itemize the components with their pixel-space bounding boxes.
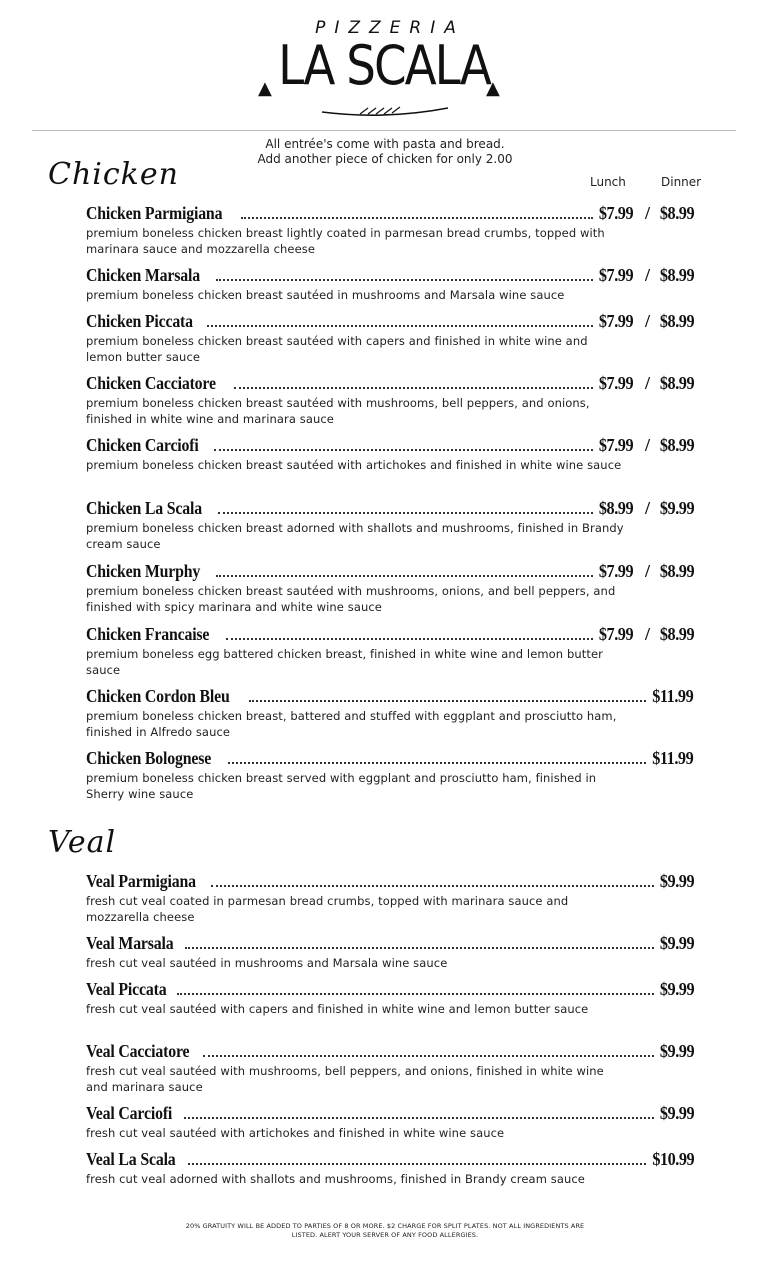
dot-leader	[234, 386, 593, 389]
dot-leader	[226, 637, 593, 640]
dinner-price: $8.99	[659, 561, 695, 581]
dot-leader	[177, 992, 654, 995]
menu-item	[86, 624, 696, 678]
menu-item-description: fresh cut veal sautéed with mushrooms, bell peppers, and onions, finished in white wine and marinara sauce	[86, 1064, 604, 1094]
header-divider	[32, 130, 736, 131]
cherub-icon: ▲	[258, 78, 272, 99]
wheat-flourish-icon	[320, 100, 450, 120]
dinner-price: $8.99	[659, 203, 695, 223]
lunch-price: $7.99	[598, 203, 634, 223]
price-separator: /	[644, 435, 650, 455]
menu-item	[86, 373, 696, 427]
dinner-price: $8.99	[659, 435, 695, 455]
menu-item	[86, 265, 696, 303]
footer-policy	[180, 1222, 590, 1240]
lunch-price: $7.99	[598, 373, 634, 393]
menu-item	[86, 1103, 696, 1141]
menu-item-price: $11.99	[652, 748, 694, 768]
entree-note-line-1: All entrée's come with pasta and bread.	[265, 137, 505, 151]
menu-item-name: Chicken Murphy	[86, 561, 201, 581]
dot-leader	[249, 699, 646, 702]
menu-item-name: Chicken Francaise	[86, 624, 210, 644]
price-separator: /	[644, 561, 650, 581]
column-header-lunch: Lunch	[590, 175, 626, 189]
dot-leader	[214, 448, 593, 451]
menu-item	[86, 435, 696, 473]
menu-item-name: Chicken Piccata	[86, 311, 193, 331]
menu-item-description: premium boneless chicken breast sautéed with mushrooms, bell peppers, and onions, finished in white wine and marinara sauce	[86, 396, 590, 426]
dot-leader	[228, 761, 646, 764]
menu-item	[86, 748, 696, 802]
menu-item-description: fresh cut veal sautéed in mushrooms and Marsala wine sauce	[86, 956, 448, 970]
menu-item-description: premium boneless egg battered chicken breast, finished in white wine and lemon butter sauce	[86, 647, 603, 677]
menu-item-price: $9.99	[659, 871, 695, 891]
menu-item-name: Veal La Scala	[86, 1149, 176, 1169]
footer-line-1: 20% GRATUITY WILL BE ADDED TO PARTIES OF 8 OR MORE. $2 CHARGE FOR SPLIT PLATES. NOT ALL INGREDIENTS ARE	[185, 1222, 585, 1230]
logo-title: LA SCALA	[278, 34, 490, 98]
restaurant-logo	[0, 18, 768, 99]
menu-item-name: Veal Parmigiana	[86, 871, 196, 891]
menu-item-name: Chicken Marsala	[86, 265, 200, 285]
menu-item-description: premium boneless chicken breast served with eggplant and prosciutto ham, finished in Sherry wine sauce	[86, 771, 597, 801]
menu-item	[86, 979, 696, 1017]
menu-item-price: $11.99	[652, 686, 694, 706]
menu-item-description: premium boneless chicken breast sautéed with artichokes and finished in white wine sauce	[86, 458, 622, 472]
price-separator: /	[644, 498, 650, 518]
menu-item	[86, 311, 696, 365]
lunch-price: $7.99	[598, 265, 634, 285]
menu-item-name: Chicken La Scala	[86, 498, 203, 518]
price-separator: /	[644, 373, 650, 393]
menu-item-description: fresh cut veal coated in parmesan bread crumbs, topped with marinara sauce and mozzarella cheese	[86, 894, 569, 924]
menu-item	[86, 561, 696, 615]
dot-leader	[207, 324, 593, 327]
menu-item-description: premium boneless chicken breast sautéed with capers and finished in white wine and lemon butter sauce	[86, 334, 588, 364]
lunch-price: $7.99	[598, 624, 634, 644]
price-separator: /	[644, 311, 650, 331]
dot-leader	[218, 511, 593, 514]
menu-item-name: Chicken Parmigiana	[86, 203, 223, 223]
menu-item	[86, 933, 696, 971]
dinner-price: $8.99	[659, 311, 695, 331]
entree-note-line-2: Add another piece of chicken for only 2.00	[257, 152, 513, 166]
menu-item	[86, 871, 696, 925]
menu-item-name: Veal Piccata	[86, 979, 167, 999]
dinner-price: $8.99	[659, 373, 695, 393]
menu-item-description: fresh cut veal sautéed with capers and finished in white wine and lemon butter sauce	[86, 1002, 589, 1016]
menu-item-name: Chicken Carciofi	[86, 435, 199, 455]
logo-subtitle: PIZZERIA	[315, 18, 465, 38]
footer-line-2: LISTED. ALERT YOUR SERVER OF ANY FOOD ALLERGIES.	[291, 1231, 479, 1239]
menu-item	[86, 1149, 696, 1187]
column-header-dinner: Dinner	[661, 175, 702, 189]
price-separator: /	[644, 624, 650, 644]
dot-leader	[188, 1162, 646, 1165]
menu-item	[86, 1041, 696, 1095]
dinner-price: $9.99	[659, 498, 695, 518]
menu-item-description: premium boneless chicken breast lightly coated in parmesan bread crumbs, topped with marinara sauce and mozzarella cheese	[86, 226, 605, 256]
menu-item-description: fresh cut veal sautéed with artichokes and finished in white wine sauce	[86, 1126, 505, 1140]
menu-item-description: premium boneless chicken breast adorned with shallots and mushrooms, finished in Brandy cream sauce	[86, 521, 624, 551]
lunch-price: $7.99	[598, 435, 634, 455]
menu-item-name: Veal Cacciatore	[86, 1041, 190, 1061]
section-title-veal: Veal	[48, 825, 117, 860]
dinner-price: $8.99	[659, 624, 695, 644]
dinner-price: $8.99	[659, 265, 695, 285]
menu-item	[86, 498, 696, 552]
menu-item-price: $10.99	[651, 1149, 694, 1169]
menu-item-name: Chicken Cacciatore	[86, 373, 216, 393]
menu-item-price: $9.99	[659, 1103, 695, 1123]
cherub-icon: ▲	[486, 78, 500, 99]
menu-item-description: premium boneless chicken breast sautéed with mushrooms, onions, and bell peppers, and finished with spicy marinara and white wine sauce	[86, 584, 616, 614]
lunch-price: $8.99	[598, 498, 634, 518]
price-separator: /	[644, 265, 650, 285]
menu-item-name: Chicken Cordon Bleu	[86, 686, 230, 706]
menu-item-price: $9.99	[659, 979, 695, 999]
menu-item	[86, 686, 696, 740]
menu-item-name: Veal Carciofi	[86, 1103, 173, 1123]
price-separator: /	[644, 203, 650, 223]
menu-item-description: fresh cut veal adorned with shallots and mushrooms, finished in Brandy cream sauce	[86, 1172, 585, 1186]
dot-leader	[185, 946, 654, 949]
menu-item-description: premium boneless chicken breast, battered and stuffed with eggplant and prosciutto ham, finished in Alfredo sauce	[86, 709, 617, 739]
dot-leader	[203, 1054, 654, 1057]
section-title-chicken: Chicken	[48, 157, 179, 192]
dot-leader	[211, 884, 654, 887]
menu-item-name: Veal Marsala	[86, 933, 174, 953]
dot-leader	[241, 216, 593, 219]
dot-leader	[184, 1116, 654, 1119]
menu-item-name: Chicken Bolognese	[86, 748, 212, 768]
lunch-price: $7.99	[598, 561, 634, 581]
menu-item-description: premium boneless chicken breast sautéed in mushrooms and Marsala wine sauce	[86, 288, 565, 302]
menu-item	[86, 203, 696, 257]
menu-item-price: $9.99	[659, 1041, 695, 1061]
lunch-price: $7.99	[598, 311, 634, 331]
dot-leader	[216, 574, 593, 577]
menu-item-price: $9.99	[659, 933, 695, 953]
dot-leader	[216, 278, 593, 281]
